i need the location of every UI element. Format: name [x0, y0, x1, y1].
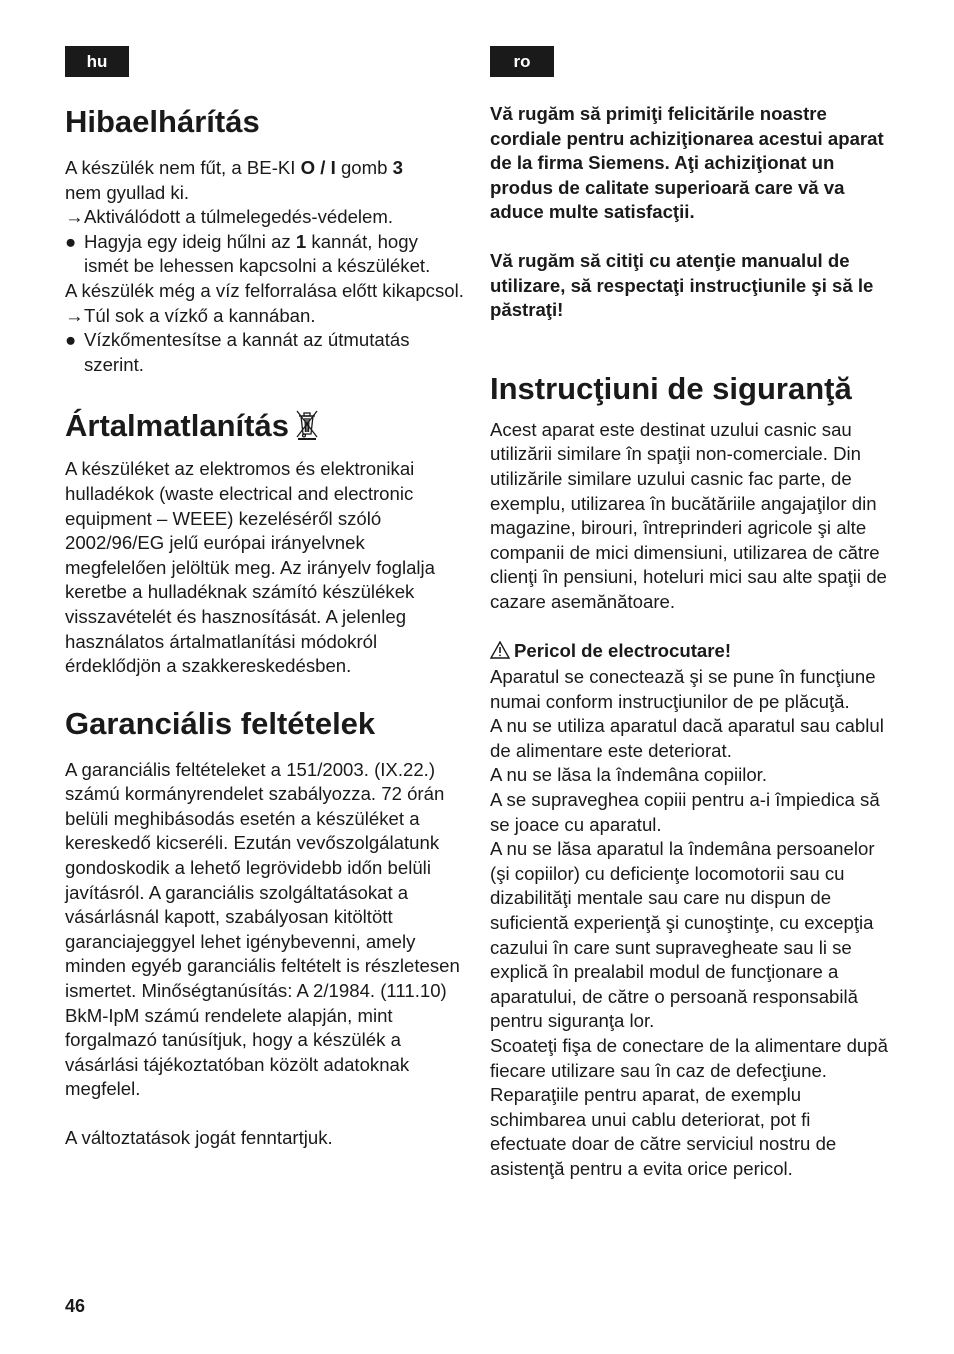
changes-note: A változtatások jogát fenntartjuk. — [65, 1127, 333, 1148]
trouble-symptom-1: A készülék nem fűt, a BE-KI O / I gomb 3 nem gyullad ki. — [65, 157, 403, 203]
language-tag-ro: ro — [490, 46, 554, 77]
troubleshooting-heading: Hibaelhárítás — [65, 104, 260, 139]
romanian-column — [490, 46, 892, 1182]
intro-read-manual: Vă rugăm să citiţi cu atenţie manualul de utilizare, să respectaţi instrucţiunile şi să le păstraţi! — [490, 249, 874, 321]
safety-item-4: A se supraveghea copiii pentru a-i împiedica să se joace cu aparatul. — [490, 789, 880, 835]
bullet-icon: ● — [65, 230, 77, 252]
trouble-fix-2: ● Vízkőmentesítse a kannát az útmutatás szerint. — [65, 328, 465, 377]
language-tag-hu: hu — [65, 46, 129, 77]
safety-item-2: A nu se utiliza aparatul dacă aparatul sau cablul de alimentare este deteriorat. — [490, 715, 884, 761]
bullet-icon: ● — [65, 329, 77, 351]
safety-intro-text: Acest aparat este destinat uzului casnic sau utilizării similare în spaţii non-comerciale. Din utilizările similare uzului casnic fac parte, de exemplu, utilizarea în bucătăriile angajaţilor din magazine, birouri, întreprinderi agricole şi alte companii de mici dimensiuni, utilizarea de către clienţi în pensiuni, hoteluri mici sau alte spaţii de cazare asemănătoare. — [490, 418, 887, 612]
trouble-cause-2: → Túl sok a vízkő a kannában. — [65, 304, 465, 329]
safety-item-1: Aparatul se conectează şi se pune în funcţiune numai conform instrucţiunilor de pe plăcuţă. — [490, 666, 876, 712]
safety-item-5: A nu se lăsa aparatul la îndemâna persoanelor (şi copiilor) cu deficienţe locomotorii sau cu dizabilităţi mentale sau care nu dispun de suficientă experienţă şi cunoştinţe, cu excepţia cazului în care sunt supravegheate sau li se explică în prealabil modul de funcţionare a aparatului, de către o persoană responsabilă pentru siguranţa lor. — [490, 838, 875, 1032]
disposal-heading: Ártalmatlanítás — [65, 407, 465, 449]
warning-triangle-icon — [490, 641, 510, 666]
arrow-right-icon: → — [65, 304, 84, 326]
safety-item-3: A nu se lăsa la îndemâna copiilor. — [490, 764, 768, 786]
electrocution-warning-title: Pericol de electrocutare! — [490, 639, 892, 666]
page-number: 46 — [65, 1296, 86, 1316]
safety-heading: Instrucţiuni de siguranţă — [490, 370, 852, 406]
hungarian-column — [65, 46, 465, 1151]
safety-item-7: Reparaţiile pentru aparat, de exemplu schimbarea unui cablu deteriorat, pot fi efectuate doar de către serviciul nostru de asistenţă pentru a evita orice pericol. — [490, 1084, 837, 1179]
trouble-cause-1: → Aktiválódott a túlmelegedés-védelem. — [65, 205, 465, 230]
safety-item-6: Scoateţi fişa de conectare de la alimentare după fiecare utilizare sau în caz de defecţiune. — [490, 1035, 888, 1081]
crossed-out-wheelie-bin-icon — [295, 408, 319, 449]
warranty-text: A garanciális feltételeket a 151/2003. (IX.22.) számú kormányrendelet szabályozza. 72 órán belüli meghibásodás esetén a készüléket a kereskedő kicseréli. Ezután vevőszolgálatunk gondoskodik a lehető legrövidebb időn belüli javításról. A garanciális szolgáltatásokat a vásárlásnál kapott, szabályosan kitöltött garanciajeggyel lehet igénybevenni, amely minden egyéb garanciális feltételt is részletesen ismertet. Minőségtanúsítás: A 2/1984. (111.10) BkM-IpM számú rendelete alapján, mint forgalmazó tanúsítjuk, hogy a készülék a vásárlási tájékoztatóban közölt adatoknak megfelel. — [65, 758, 460, 1100]
trouble-symptom-2: A készülék még a víz felforralása előtt kikapcsol. — [65, 279, 464, 301]
trouble-fix-1: ● Hagyja egy ideig hűlni az 1 kannát, hogy ismét be lehessen kapcsolni a készüléket. — [65, 230, 465, 279]
disposal-text: A készüléket az elektromos és elektronikai hulladékok (waste electrical and electronic equipment – WEEE) kezeléséről szóló 2002/96/EG jelű európai irányelvnek megfelelően jelöltük meg. Az irányelv foglalja keretbe a hulladéknak számító készülékek visszavételét és hasznosítását. A jelenleg használatos ártalmatlanítási módokról érdeklődjön a szakkereskedésben. — [65, 458, 436, 677]
arrow-right-icon: → — [65, 206, 84, 228]
intro-congratulations: Vă rugăm să primiţi felicitările noastre cordiale pentru achiziţionarea acestui aparat de la firma Siemens. Aţi achiziţionat un produs de calitate superioară care vă va aduce multe satisfacţii. — [490, 103, 884, 223]
warranty-heading: Garanciális feltételek — [65, 705, 376, 741]
